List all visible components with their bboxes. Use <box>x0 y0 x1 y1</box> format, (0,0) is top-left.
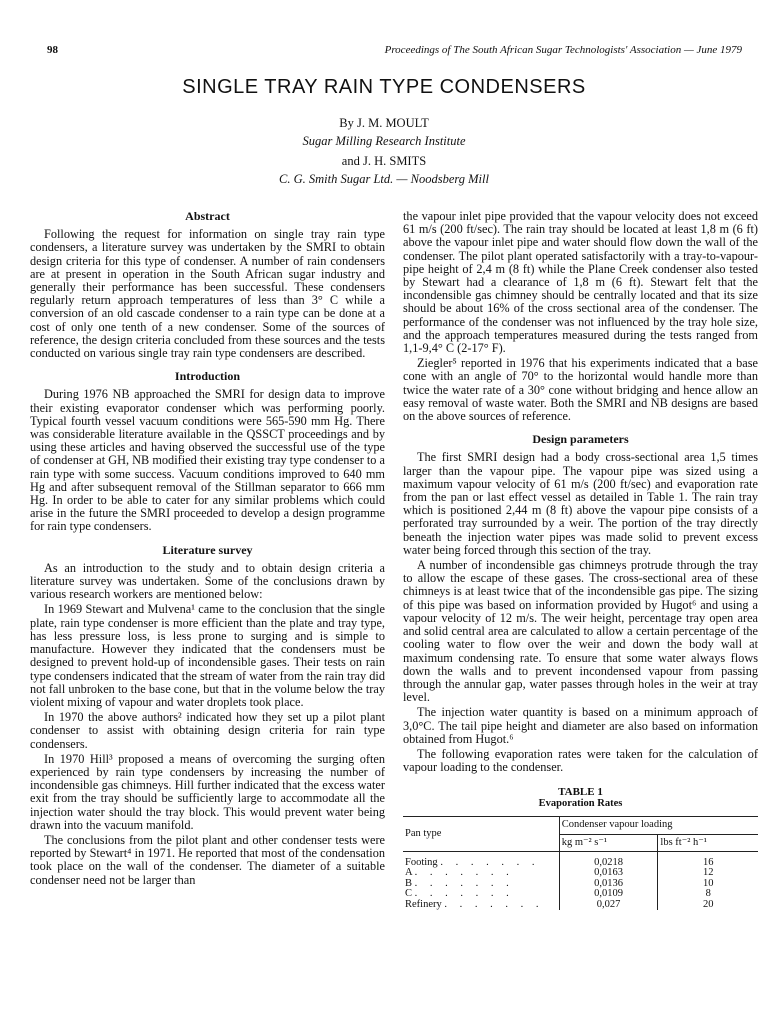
literature-paragraph: In 1970 the above authors² indicated how they set up a pilot plant condenser to assist with obtaining design criteria for rain type condensers. <box>30 710 385 751</box>
author-2: and J. H. SMITS <box>341 154 427 168</box>
literature-paragraph: As an introduction to the study and to obtain design criteria a literature survey was undertaken. Some of the conclusions drawn by various research workers are mentioned below: <box>30 560 385 602</box>
cell-imperial: 10 <box>658 879 758 890</box>
table-caption: TABLE 1 <box>558 786 603 799</box>
row-label: B <box>405 877 413 889</box>
literature-paragraph: The conclusions from the pilot plant and other condenser tests were reported by Stewart⁴ in 1971. He reported that most of the condensation took place on the wall of the condenser. The diameter of a suitable condenser need not be larger than <box>30 832 385 887</box>
affiliation-1: Sugar Milling Research Institute <box>302 134 466 148</box>
literature-paragraph: In 1970 Hill³ proposed a means of overcoming the surging often experienced by rain type condensers by increasing the number of incondensible gas chimneys. Hill further indicated that the excess water exit from the tray should be sufficiently large to accommodate all the injection water should the tray block. This would prevent water being drawn into the vacuum manifold. <box>30 751 385 832</box>
leader-dots: . . . . . . . <box>414 867 514 879</box>
leader-dots: . . . . . . . <box>440 856 540 868</box>
table-subcaption: Evaporation Rates <box>538 798 623 810</box>
row-label: Footing <box>405 856 438 868</box>
ziegler-paragraph: Ziegler⁵ reported in 1976 that his experiments indicated that a base cone with an angle of 70° to the horizontal would handle more than twice the water rate of a 30° cone without bridging and hence allow an easy removal of waste water. Both the SMRI and NB designs are based on the above sources of reference. <box>403 356 758 424</box>
author-1: By J. M. MOULT <box>339 116 429 130</box>
continuation-paragraph: the vapour inlet pipe provided that the vapour velocity does not exceed 61 m/s (200 ft/sec). The rain tray should be located at least 1,8 m (6 ft) above the vapour inlet pipe and water should flow down the wall of the condenser. The pilot plant operated satisfactorily with a tray-to-vapour-pipe height of 2,4 m (8 ft) while the Plane Creek condenser also tested by Stewart had a clearance of 1,8 m (6 ft). Stewart felt that the incondensible gas chimney should be centrally located and that its size should be about 16% of the cross sectional area of the condenser. The performance of the condenser was not influenced by the tray hole size, and the approach temperatures measured during the tests ranged from 1,1-9,4° C (2-17° F). <box>403 209 758 356</box>
leader-dots: . . . . . . . <box>414 888 514 900</box>
design-paragraph: The first SMRI design had a body cross-sectional area 1,5 times larger than the vapour pipe. The vapour pipe was sized using a maximum vapour velocity of 61 m/s (200 ft/sec) and evaporation rate from the pan or last effect vessel as detailed in Table 1. The rain tray which is positioned 2,44 m (8 ft) above the vapour pipe consists of a perforated tray surrounded by a weir. The portion of the tray directly beneath the injection water pipes was made solid to prevent excess water being forced through this section of the tray. <box>403 450 758 557</box>
design-heading: Design parameters <box>532 432 629 447</box>
evaporation-rates-table <box>403 816 758 910</box>
left-column <box>30 210 385 889</box>
right-column <box>403 210 758 910</box>
literature-heading: Literature survey <box>162 542 253 557</box>
cell-imperial: 8 <box>658 889 758 900</box>
running-header: Proceedings of The South African Sugar Technologists' Association — June 1979 <box>384 44 742 56</box>
affiliation-2: C. G. Smith Sugar Ltd. — Noodsberg Mill <box>279 172 489 186</box>
cell-imperial: 12 <box>658 868 758 879</box>
design-paragraph: The injection water quantity is based on a minimum approach of 3,0°C. The tail pipe height and diameter are also based on information obtained from Hugot.⁶ <box>403 705 758 746</box>
cell-imperial: 20 <box>658 900 758 911</box>
cell-si: 0,027 <box>559 900 658 911</box>
row-label: C <box>405 888 413 900</box>
table-header-imperial: lbs ft⁻² h⁻¹ <box>658 834 758 852</box>
cell-si: 0,0109 <box>559 889 658 900</box>
row-label: Refinery <box>405 898 442 910</box>
cell-imperial: 16 <box>658 858 758 869</box>
paper-title: SINGLE TRAY RAIN TYPE CONDENSERS <box>182 76 586 98</box>
design-paragraph: The following evaporation rates were taken for the calculation of vapour loading to the condenser. <box>403 746 758 775</box>
abstract-text: Following the request for information on single tray rain type condensers, a literature survey was undertaken by the SMRI to obtain design criteria for this type of condenser. A number of rain condensers are at present in operation in the South African sugar industry and generally their performance has been successful. These condensers regularly return approach temperatures of less than 3° C while a conversion of an old cascade condenser to a rain type can be done at a cost of only one tenth of a new condenser. Some of the sources of reference, the design criteria concluded from these sources and the tests conducted on various single tray rain type condensers are described. <box>30 227 385 361</box>
introduction-text: During 1976 NB approached the SMRI for design data to improve their existing evaporator condenser which was performing poorly. Typical fourth vessel vacuum conditions were 565-590 mm Hg. There was considerable literature available in the QSSCT proceedings and by using these articles and having observed the successful use of the type of condenser at GH, NB modified their existing tray type condenser to a rain type with some success. Vacuum conditions improved to 640 mm Hg and after subsequent removal of the Stillman separator to 666 mm Hg. In order to be able to cater for any similar problems which could arise in the future the SMRI proceeded to develop a design programme for rain type condensers. <box>30 387 385 534</box>
cell-si: 0,0218 <box>559 858 658 869</box>
row-label: A <box>405 867 413 879</box>
leader-dots: . . . . . . . <box>444 898 544 910</box>
design-paragraph: A number of incondensible gas chimneys protrude through the tray to allow the escape of these gases. The cross-sectional area of these chimneys is at least twice that of the incondensible gas pipe. The sizing of this pipe was based on information provided by Hugot⁶ and using a vapour velocity of 12 m/s. The weir height, percentage tray open area and solid central area are calculated to allow a certain percentage of the cooling water to flow over the weir and down the body wall at maximum condensing rate. To ensure that some water always flows down the walls and to prevent incondensed vapour from passing through the annular gap, water passes through holes in the weir at tray level. <box>403 558 758 705</box>
table-header-si: kg m⁻² s⁻¹ <box>559 834 658 852</box>
leader-dots: . . . . . . . <box>414 877 514 889</box>
literature-paragraph: In 1969 Stewart and Mulvena¹ came to the conclusion that the single plate, rain type condenser is more efficient than the plate and tray type, has less pressure loss, is less prone to surging and is simple to manufacture. However they indicated that the condensers must be designed to prevent hold-up of incondensible gases. Their tests on rain type condensers indicated that the stream of water from the rain tray did not fall unbroken to the base cone, but that in the volume below the tray violent mixing of vapour and water droplets took place. <box>30 602 385 709</box>
table-row <box>403 900 758 911</box>
abstract-heading: Abstract <box>185 209 230 223</box>
cell-si: 0,0163 <box>559 868 658 879</box>
page-number: 98 <box>47 44 58 56</box>
table-header-group: Condenser vapour loading <box>559 817 758 835</box>
cell-si: 0,0136 <box>559 879 658 890</box>
table-header-pan-type: Pan type <box>403 817 559 852</box>
introduction-heading: Introduction <box>174 369 241 384</box>
